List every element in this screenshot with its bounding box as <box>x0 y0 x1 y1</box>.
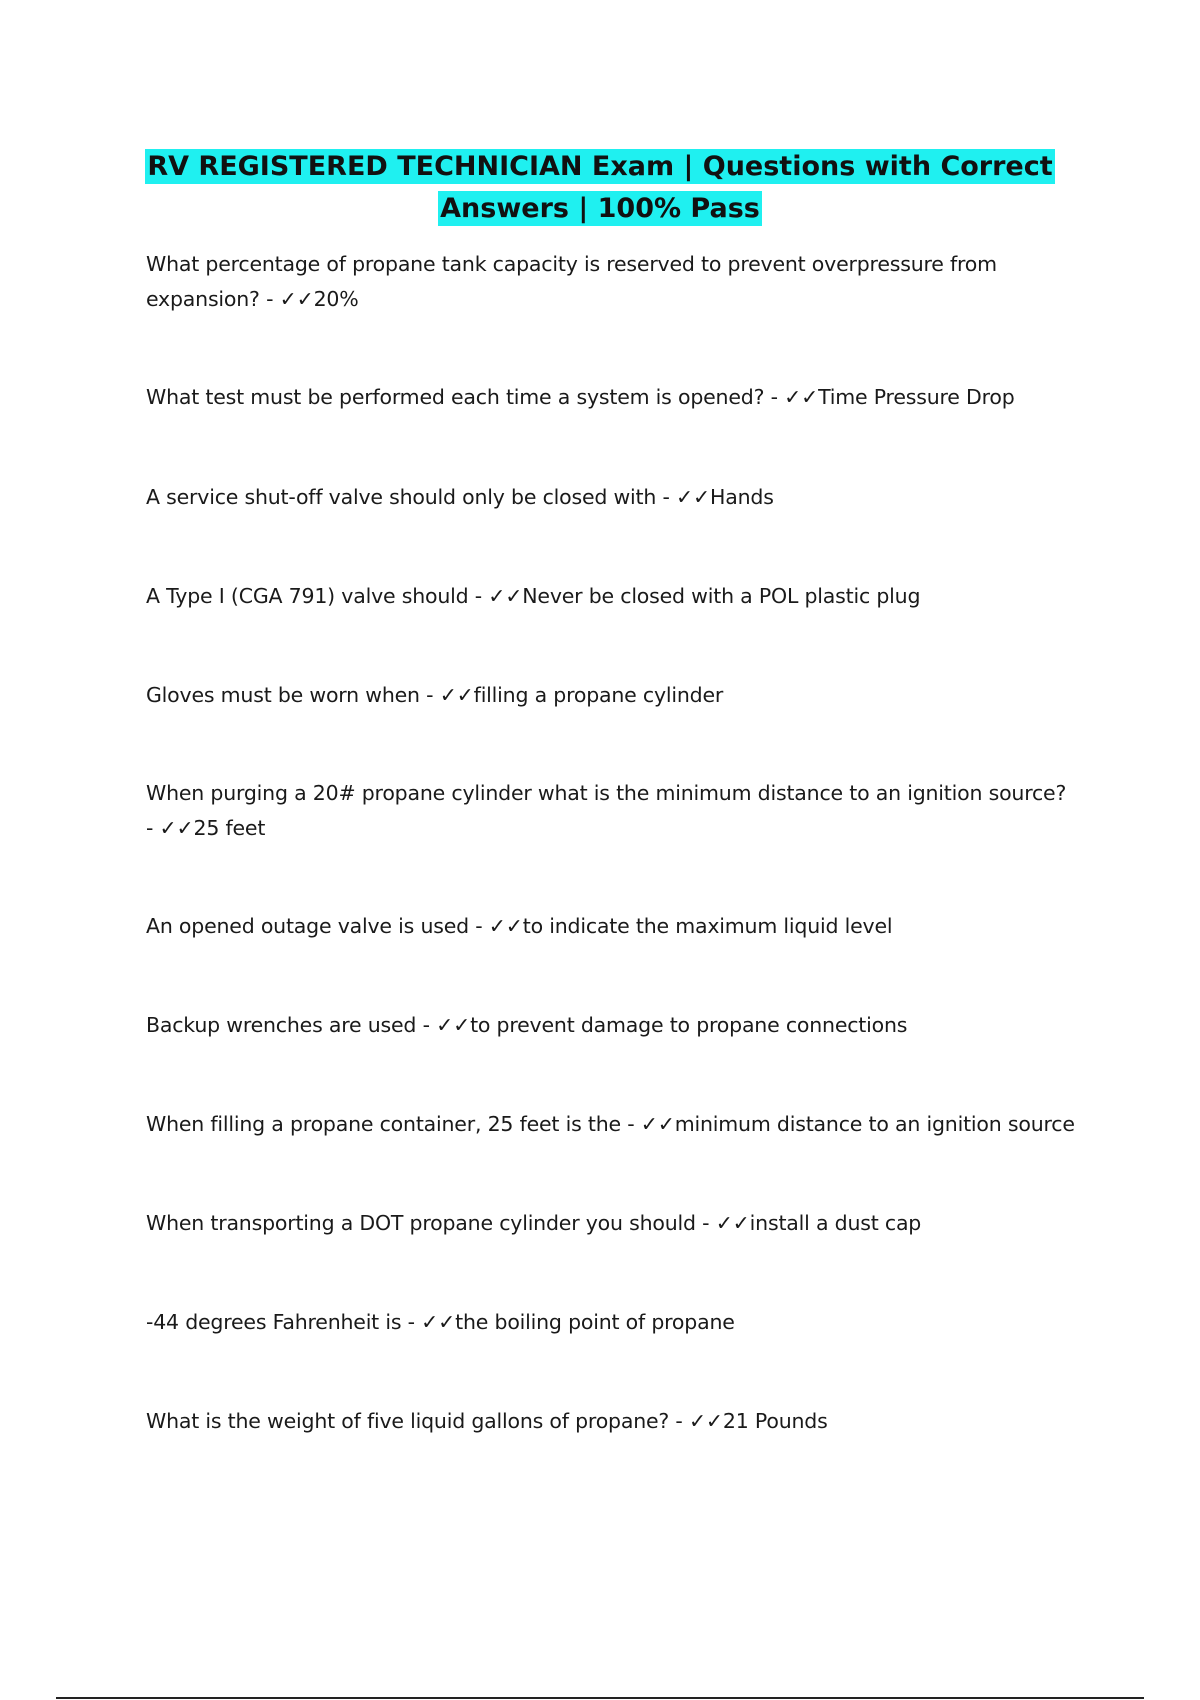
separator: - <box>695 1211 716 1235</box>
question-text: A service shut-off valve should only be closed with <box>146 485 657 509</box>
title-line-1: RV REGISTERED TECHNICIAN Exam | Questions with Correct <box>147 151 1053 182</box>
qa-item <box>146 480 1076 515</box>
question-text: When filling a propane container, 25 feet is the <box>146 1112 621 1136</box>
double-check-icon: ✓✓ <box>279 287 314 311</box>
qa-item <box>146 579 1076 614</box>
answer-text: 25 feet <box>193 816 266 840</box>
separator: - <box>401 1310 422 1334</box>
double-check-icon: ✓✓ <box>688 1409 723 1433</box>
answer-text: to prevent damage to propane connections <box>470 1013 908 1037</box>
qa-item <box>146 1008 1076 1043</box>
answer-text: 20% <box>313 287 359 311</box>
separator: - <box>669 1409 689 1433</box>
answer-text: 21 Pounds <box>722 1409 828 1433</box>
question-text: When purging a 20# propane cylinder what is the minimum distance to an ignition source? <box>146 781 1067 805</box>
answer-text: the boiling point of propane <box>455 1310 735 1334</box>
answer-text: to indicate the maximum liquid level <box>522 914 893 938</box>
double-check-icon: ✓✓ <box>488 584 523 608</box>
separator: - <box>764 385 785 409</box>
double-check-icon: ✓✓ <box>488 914 523 938</box>
double-check-icon: ✓✓ <box>676 485 711 509</box>
double-check-icon: ✓✓ <box>436 1013 471 1037</box>
qa-item <box>146 380 1076 415</box>
answer-text: Time Pressure Drop <box>818 385 1015 409</box>
question-text: An opened outage valve is used <box>146 914 469 938</box>
qa-item <box>146 909 1076 944</box>
footer-divider <box>56 1697 1144 1699</box>
qa-item <box>146 1206 1076 1241</box>
separator: - <box>468 584 489 608</box>
answer-text: minimum distance to an ignition source <box>674 1112 1075 1136</box>
separator: - <box>416 1013 437 1037</box>
question-text: When transporting a DOT propane cylinder you should <box>146 1211 696 1235</box>
question-text: A Type I (CGA 791) valve should <box>146 584 469 608</box>
question-text: What test must be performed each time a system is opened? <box>146 385 765 409</box>
answer-text: install a dust cap <box>749 1211 922 1235</box>
question-text: What is the weight of five liquid gallons of propane? <box>146 1409 670 1433</box>
double-check-icon: ✓✓ <box>439 683 474 707</box>
separator: - <box>259 287 280 311</box>
question-text: What percentage of propane tank capacity is reserved to prevent overpressure from expansion? <box>146 252 997 311</box>
separator: - <box>620 1112 641 1136</box>
question-text: Backup wrenches are used <box>146 1013 417 1037</box>
qa-item <box>146 1404 1076 1439</box>
document-title <box>140 146 1060 230</box>
double-check-icon: ✓✓ <box>640 1112 675 1136</box>
double-check-icon: ✓✓ <box>159 816 194 840</box>
double-check-icon: ✓✓ <box>421 1310 456 1334</box>
separator: - <box>468 914 489 938</box>
title-line-2: Answers | 100% Pass <box>440 193 760 224</box>
separator: - <box>419 683 440 707</box>
double-check-icon: ✓✓ <box>715 1211 750 1235</box>
question-text: -44 degrees Fahrenheit is <box>146 1310 402 1334</box>
separator: - <box>146 816 160 840</box>
qa-item <box>146 1305 1076 1340</box>
qa-item <box>146 1107 1076 1142</box>
qa-item <box>146 678 1076 713</box>
double-check-icon: ✓✓ <box>784 385 819 409</box>
answer-text: Hands <box>710 485 774 509</box>
separator: - <box>656 485 677 509</box>
question-text: Gloves must be worn when <box>146 683 420 707</box>
qa-item <box>146 776 1076 846</box>
answer-text: Never be closed with a POL plastic plug <box>522 584 921 608</box>
qa-item <box>146 247 1076 317</box>
answer-text: filling a propane cylinder <box>473 683 724 707</box>
